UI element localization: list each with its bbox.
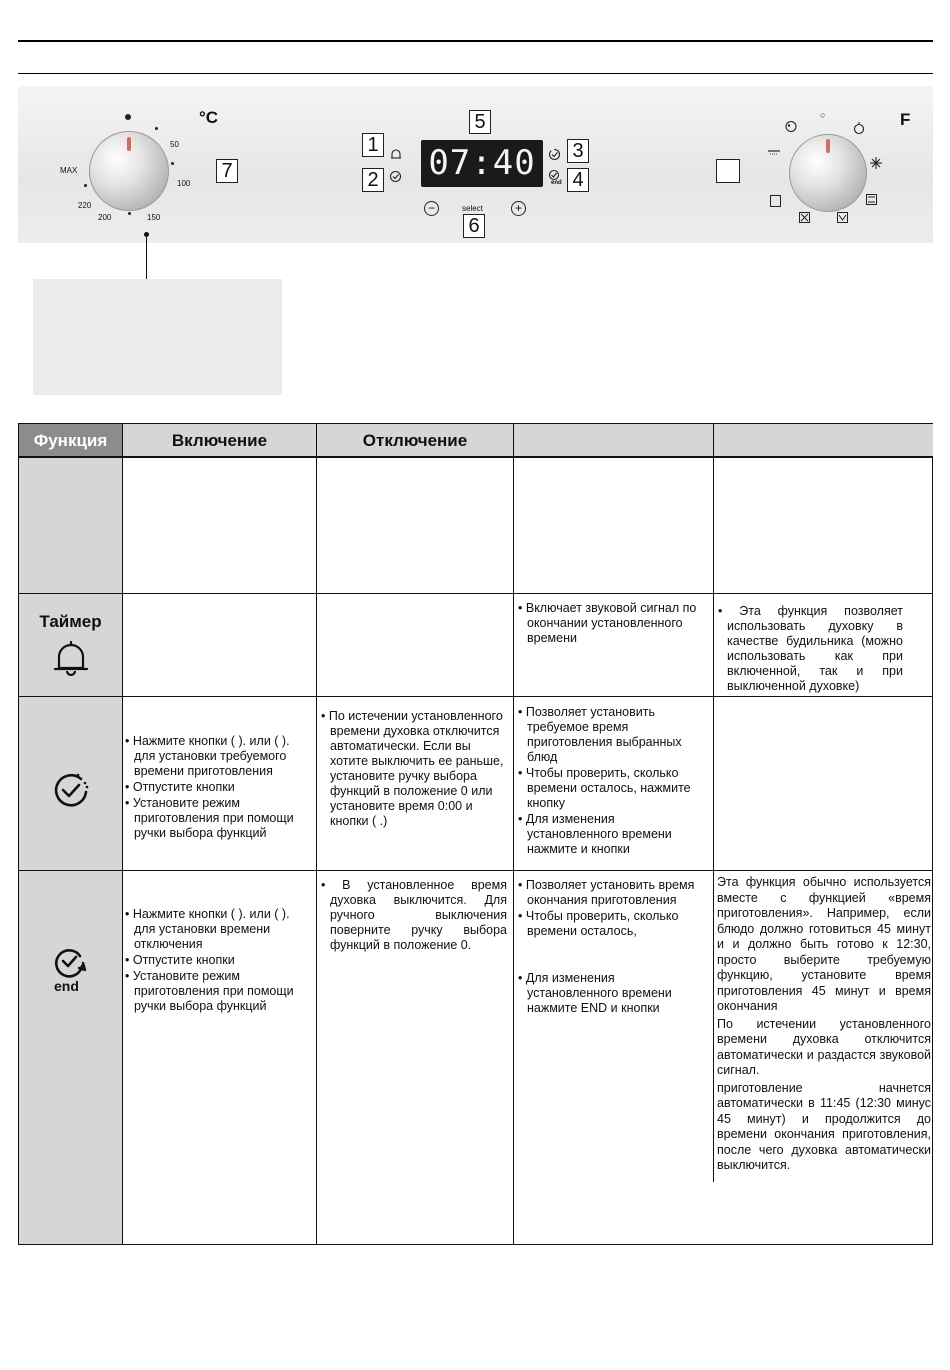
end-on-item: • Нажмите кнопки ( ). или ( ). для установки времени отключения: [125, 907, 290, 951]
end-col4-text: Позволяет установить время окончания приготовления: [525, 878, 695, 907]
select-label: select: [462, 204, 483, 213]
duration-on: [125, 734, 311, 842]
duration-on-item: • Установите режим приготовления при помощи ручки выбора функций: [125, 796, 294, 840]
marker-2: 2: [362, 168, 384, 192]
duration-col4-text: Позволяет установить требуемое время приготовления выбранных блюд: [525, 705, 682, 764]
header-col4-cell: [514, 424, 713, 457]
duration-off-item: • По истечении установленного времени духовка отключится автоматически. Если вы хотите выключить ее раньше, установите ручку выбора функций в положение 0 или установите время 0:00 и кнопки ( .): [321, 709, 504, 828]
duration-off: [321, 709, 508, 830]
function-column: [19, 458, 122, 1244]
temp-scale-max: MAX: [60, 166, 78, 175]
timer-col5-text: Эта функция позволяет использовать духовку в качестве будильника (можно использовать как при включенной, так и при выключенной духовке): [727, 604, 903, 693]
end-off: [321, 878, 507, 954]
scale-dot: [171, 162, 174, 165]
function-table: [18, 423, 933, 1245]
marker-5: 5: [469, 110, 491, 134]
end-col4-item: • Чтобы проверить, сколько времени осталось,: [518, 909, 679, 938]
scale-dot: [155, 127, 158, 130]
pointer-dot: [144, 232, 149, 237]
column-divider: [713, 424, 714, 1182]
header-on-cell: [123, 424, 316, 457]
end-col4-item: • Позволяет установить время окончания приготовления: [518, 878, 695, 907]
temp-scale-200: 200: [98, 213, 112, 222]
end-col5-paragraph: приготовление начнется автоматически в 11:45 (12:30 минус 45 минут) и продолжится до времени окончания приготовления, после чего духовка автоматически выключится.: [717, 1080, 931, 1172]
marker-6: 6: [463, 214, 485, 238]
duration-on-text: Отпустите кнопки: [132, 780, 235, 794]
duration-col4-item: • Позволяет установить требуемое время приготовления выбранных блюд: [518, 705, 682, 764]
timer-col5-item: • Эта функция позволяет использовать духовку в качестве будильника (можно использовать как при включенной, так и при выключенной духовке): [718, 604, 903, 693]
function-knob-indicator: [826, 139, 830, 153]
end-icon-label: end: [551, 180, 562, 186]
function-unit-label: F: [900, 110, 911, 129]
bell-icon: [53, 640, 89, 678]
scale-dot: [128, 212, 131, 215]
row-divider: [19, 457, 932, 458]
end-col4-item: • Для изменения установленного времени нажмите END и кнопки: [518, 971, 672, 1015]
plus-button[interactable]: +: [511, 201, 526, 216]
duration-col4-text: Чтобы проверить, сколько времени осталось, нажмите кнопку: [525, 766, 691, 810]
duration-on-item: • Отпустите кнопки: [125, 780, 235, 794]
duration-col4: [518, 705, 708, 858]
header-function-cell: [19, 424, 122, 457]
cooking-time-icon[interactable]: [389, 170, 402, 183]
temp-unit-label: °C: [199, 108, 219, 127]
end-col5-paragraph: По истечении установленного времени духовка отключится автоматически и раздастся звуковой сигнал.: [717, 1016, 931, 1077]
marker-7: 7: [216, 159, 238, 183]
temp-scale-220: 220: [78, 201, 92, 210]
header-function: Функция: [33, 431, 108, 450]
row-divider: [19, 870, 932, 871]
note-box: [33, 279, 282, 395]
convection-icon: [866, 194, 877, 205]
end-on-text: Нажмите кнопки ( ). или ( ). для установки времени отключения: [132, 907, 290, 951]
temp-scale-50: 50: [170, 140, 179, 149]
timer-col4: [518, 601, 708, 647]
duration-on-text: Установите режим приготовления при помощи ручки выбора функций: [132, 796, 294, 840]
timer-col5: [718, 604, 903, 695]
column-divider: [513, 424, 514, 1245]
cooking-time-icon[interactable]: [548, 148, 561, 161]
duration-col4-item: • Для изменения установленного времени нажмите и кнопки: [518, 812, 672, 856]
end-on-text: Отпустите кнопки: [132, 953, 235, 967]
duration-on-item: • Нажмите кнопки ( ). или ( ). для установки требуемого времени приготовления: [125, 734, 290, 778]
clock-display: 07:40: [421, 140, 543, 187]
column-divider: [122, 424, 123, 1245]
end-col4-text: Для изменения установленного времени нажмите END и кнопки: [525, 971, 672, 1015]
duration-col4-text: Для изменения установленного времени нажмите и кнопки: [525, 812, 672, 856]
pointer-line-vertical: [146, 234, 147, 280]
duration-on-text: Нажмите кнопки ( ). или ( ). для установки требуемого времени приготовления: [132, 734, 290, 778]
end-on-text: Установите режим приготовления при помощи ручки выбора функций: [132, 969, 294, 1013]
end-col4-text: Чтобы проверить, сколько времени осталось,: [525, 909, 679, 938]
row-divider: [19, 593, 932, 594]
grill-fan-icon: [799, 212, 810, 223]
fan-icon: [870, 157, 882, 169]
bell-icon[interactable]: [390, 148, 402, 161]
header-off-cell: [317, 424, 513, 457]
header-off: Отключение: [362, 431, 468, 450]
end-off-item: • В установленное время духовка выключится. Для ручного выключения поверните ручку выбора функций в положение 0.: [321, 878, 507, 952]
end-row-icon-label: end: [54, 978, 79, 994]
defrost-icon: [784, 120, 798, 133]
end-col5-paragraph: Эта функция обычно используется вместе с функцией «время приготовления». Например, если блюдо должно готовиться 45 минут и и должно быть готово к 12:30, просто выберите требуемую функцию, установите время приготовления 45 минут и время окончания: [717, 875, 931, 1013]
marker-4: 4: [567, 168, 589, 192]
end-on: [125, 907, 311, 1015]
column-divider: [316, 424, 317, 1245]
end-col5: [717, 875, 931, 1174]
function-zero-position: ○: [820, 110, 826, 120]
duration-off-text: По истечении установленного времени духовка отключится автоматически. Если вы хотите выключить ее раньше, установите ручку выбора функций в положение 0 или установите время 0:00 и кнопки ( .): [328, 709, 504, 828]
minus-button[interactable]: −: [424, 201, 439, 216]
end-on-item: • Установите режим приготовления при помощи ручки выбора функций: [125, 969, 294, 1013]
end-off-text: В установленное время духовка выключится. Для ручного выключения поверните ручку выбора функций в положение 0.: [330, 878, 507, 952]
temp-scale-150: 150: [147, 213, 161, 222]
end-on-item: • Отпустите кнопки: [125, 953, 235, 967]
cooking-time-icon: [51, 770, 91, 810]
empty-marker-box: [716, 159, 740, 183]
top-heat-icon: [768, 150, 780, 156]
duration-col4-item: • Чтобы проверить, сколько времени осталось, нажмите кнопку: [518, 766, 691, 810]
row-divider: [19, 696, 932, 697]
second-rule: [18, 73, 933, 74]
marker-3: 3: [567, 139, 589, 163]
marker-1: 1: [362, 133, 384, 157]
knob-top-dot: [125, 114, 131, 120]
header-col5-cell: [714, 424, 933, 457]
header-on: Включение: [171, 431, 268, 450]
grill-icon: [837, 212, 848, 223]
scale-dot: [84, 184, 87, 187]
end-time-icon: [52, 946, 90, 978]
temp-scale-100: 100: [177, 179, 191, 188]
end-col4: [518, 878, 708, 1017]
top-bottom-heat-icon: [770, 195, 781, 207]
timer-label: Таймер: [39, 612, 102, 631]
timer-col4-item: • Включает звуковой сигнал по окончании установленного времени: [518, 601, 697, 645]
top-rule: [18, 40, 933, 42]
lamp-icon: [853, 122, 865, 136]
temperature-knob-indicator: [127, 137, 131, 151]
timer-col4-text: Включает звуковой сигнал по окончании установленного времени: [525, 601, 697, 645]
